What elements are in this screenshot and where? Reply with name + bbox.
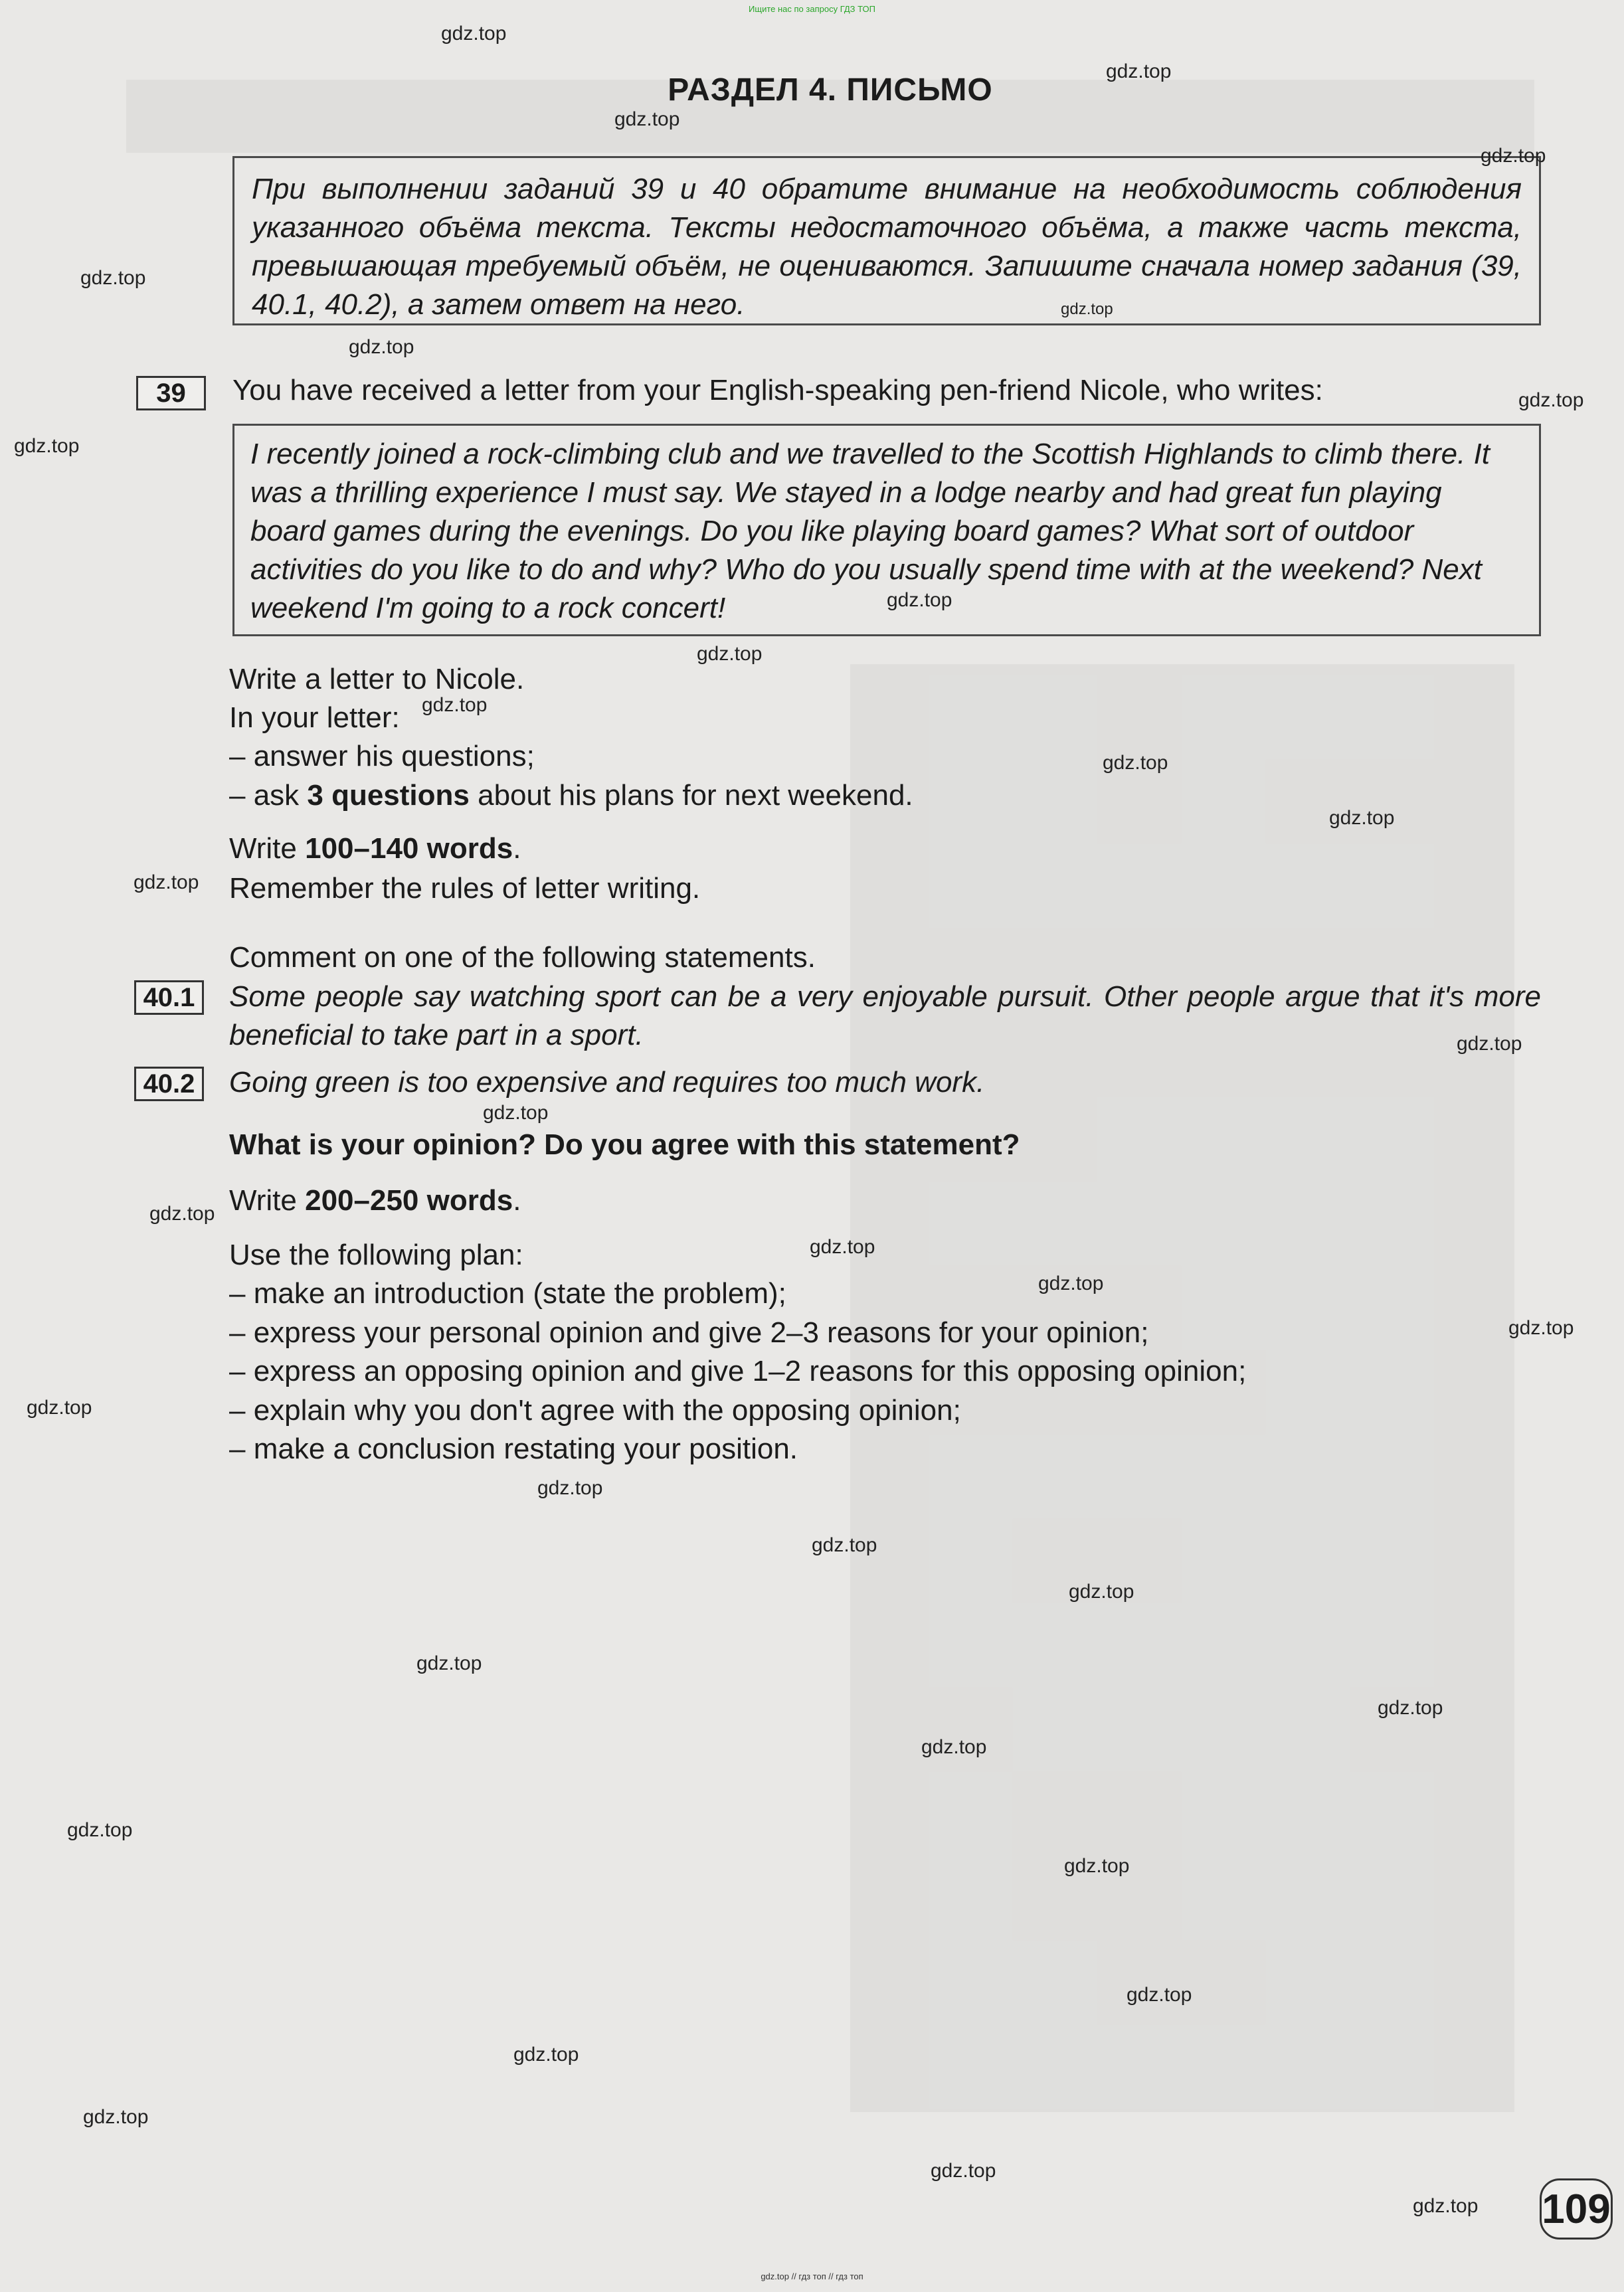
ask-questions-bold: 3 questions [307,779,470,812]
watermark: gdz.top [614,108,680,130]
task-39-intro: You have received a letter from your English-speaking pen-friend Nicole, who writes: [232,374,1323,406]
watermark: gdz.top [1457,1033,1522,1055]
word-count-40 [229,1182,521,1219]
watermark: gdz.top [1103,752,1168,774]
plan-item: – explain why you don't agree with the opposing opinion; [229,1394,961,1427]
word-count-40-bold: 200–250 words [305,1184,513,1217]
answer-questions-item: – answer his questions; [229,740,535,772]
remember-rules-line: Remember the rules of letter writing. [229,872,701,905]
watermark: gdz.top [422,694,488,716]
plan-item: – make a conclusion restating your position. [229,1433,798,1465]
watermark: gdz.top [1038,1273,1104,1294]
top-note: Ищите нас по запросу ГДЗ ТОП [749,4,875,14]
watermark: gdz.top [83,2106,149,2128]
watermark: gdz.top [537,1477,603,1499]
section-title: РАЗДЕЛ 4. ПИСЬМО [668,72,993,108]
watermark: gdz.top [349,336,414,358]
watermark: gdz.top [1106,60,1172,82]
watermark: gdz.top [14,435,80,457]
page-number: 109 [1540,2178,1613,2240]
statement-40-2: Going green is too expensive and requires too much work. [229,1066,985,1099]
watermark: gdz.top [1481,145,1546,167]
watermark: gdz.top [513,2044,579,2066]
ask-questions-item [229,777,913,814]
watermark: gdz.top [1329,807,1395,829]
opinion-question: What is your opinion? Do you agree with this statement? [229,1128,1020,1161]
task-40-1-number: 40.1 [134,980,204,1015]
watermark: gdz.top [1518,389,1584,411]
watermark: gdz.top [1064,1855,1130,1877]
word-count-39-pre: Write [229,832,306,865]
watermark: gdz.top [887,589,952,611]
statement-40-1: Some people say watching sport can be a very enjoyable pursuit. Other people argue that it's more beneficial to take part in a sport. [229,980,1541,1051]
watermark: gdz.top [149,1203,215,1225]
plan-item: – make an introduction (state the problem); [229,1277,786,1310]
watermark: gdz.top [416,1652,482,1674]
bottom-note: gdz.top // гдз топ // гдз топ [761,2271,863,2281]
letter-text: I recently joined a rock-climbing club and we travelled to the Scottish Highlands to climb there. It was a thrilling experience I must say. We stayed in a lodge nearby and had great fun playing board games during the evenings. Do you like playing board games? What sort of outdoor activities do you like to do and why? Who do you usually spend time with at the weekend? Next weekend I'm going to a rock concert! [250,438,1490,624]
watermark: gdz.top [697,643,763,665]
task-39-number: 39 [136,376,206,410]
watermark: gdz.top [1413,2195,1479,2217]
word-count-40-pre: Write [229,1184,306,1217]
ask-questions-post: about his plans for next weekend. [469,779,913,812]
watermark: gdz.top [27,1397,92,1419]
watermark: gdz.top [931,2160,996,2182]
write-letter-line: Write a letter to Nicole. [229,663,525,695]
watermark: gdz.top [134,871,199,893]
task-40-2-number: 40.2 [134,1067,204,1101]
watermark: gdz.top [483,1102,549,1124]
watermark: gdz.top [441,23,507,44]
watermark: gdz.top [1508,1317,1574,1339]
plan-intro: Use the following plan: [229,1239,523,1271]
watermark: gdz.top [1378,1697,1443,1719]
plan-item: – express an opposing opinion and give 1–2 reasons for this opposing opinion; [229,1355,1247,1387]
watermark: gdz.top [80,267,146,289]
plan-item: – express your personal opinion and give 2–3 reasons for your opinion; [229,1316,1149,1349]
comment-line: Comment on one of the following statements. [229,941,816,974]
word-count-40-post: . [513,1184,521,1217]
in-letter-line: In your letter: [229,701,400,734]
watermark: gdz.top [921,1736,987,1758]
watermark: gdz.top [1061,300,1113,318]
watermark: gdz.top [67,1819,133,1841]
ask-questions-pre: – ask [229,779,308,812]
watermark: gdz.top [1069,1581,1134,1603]
word-count-39 [229,830,521,867]
watermark: gdz.top [812,1534,877,1556]
instructions-text: При выполнении заданий 39 и 40 обратите внимание на необходимость соблюдения указанного объёма текста. Тексты недостаточного объёма, а также часть текста, превышающая требуемый объём, не оцениваются. Запишите сначала номер задания (39, 40.1, 40.2), а затем ответ на него. [252,173,1522,321]
watermark: gdz.top [810,1236,875,1258]
instructions-box [232,156,1541,325]
watermark: gdz.top [1127,1984,1192,2006]
word-count-39-bold: 100–140 words [305,832,513,865]
word-count-39-post: . [513,832,521,865]
